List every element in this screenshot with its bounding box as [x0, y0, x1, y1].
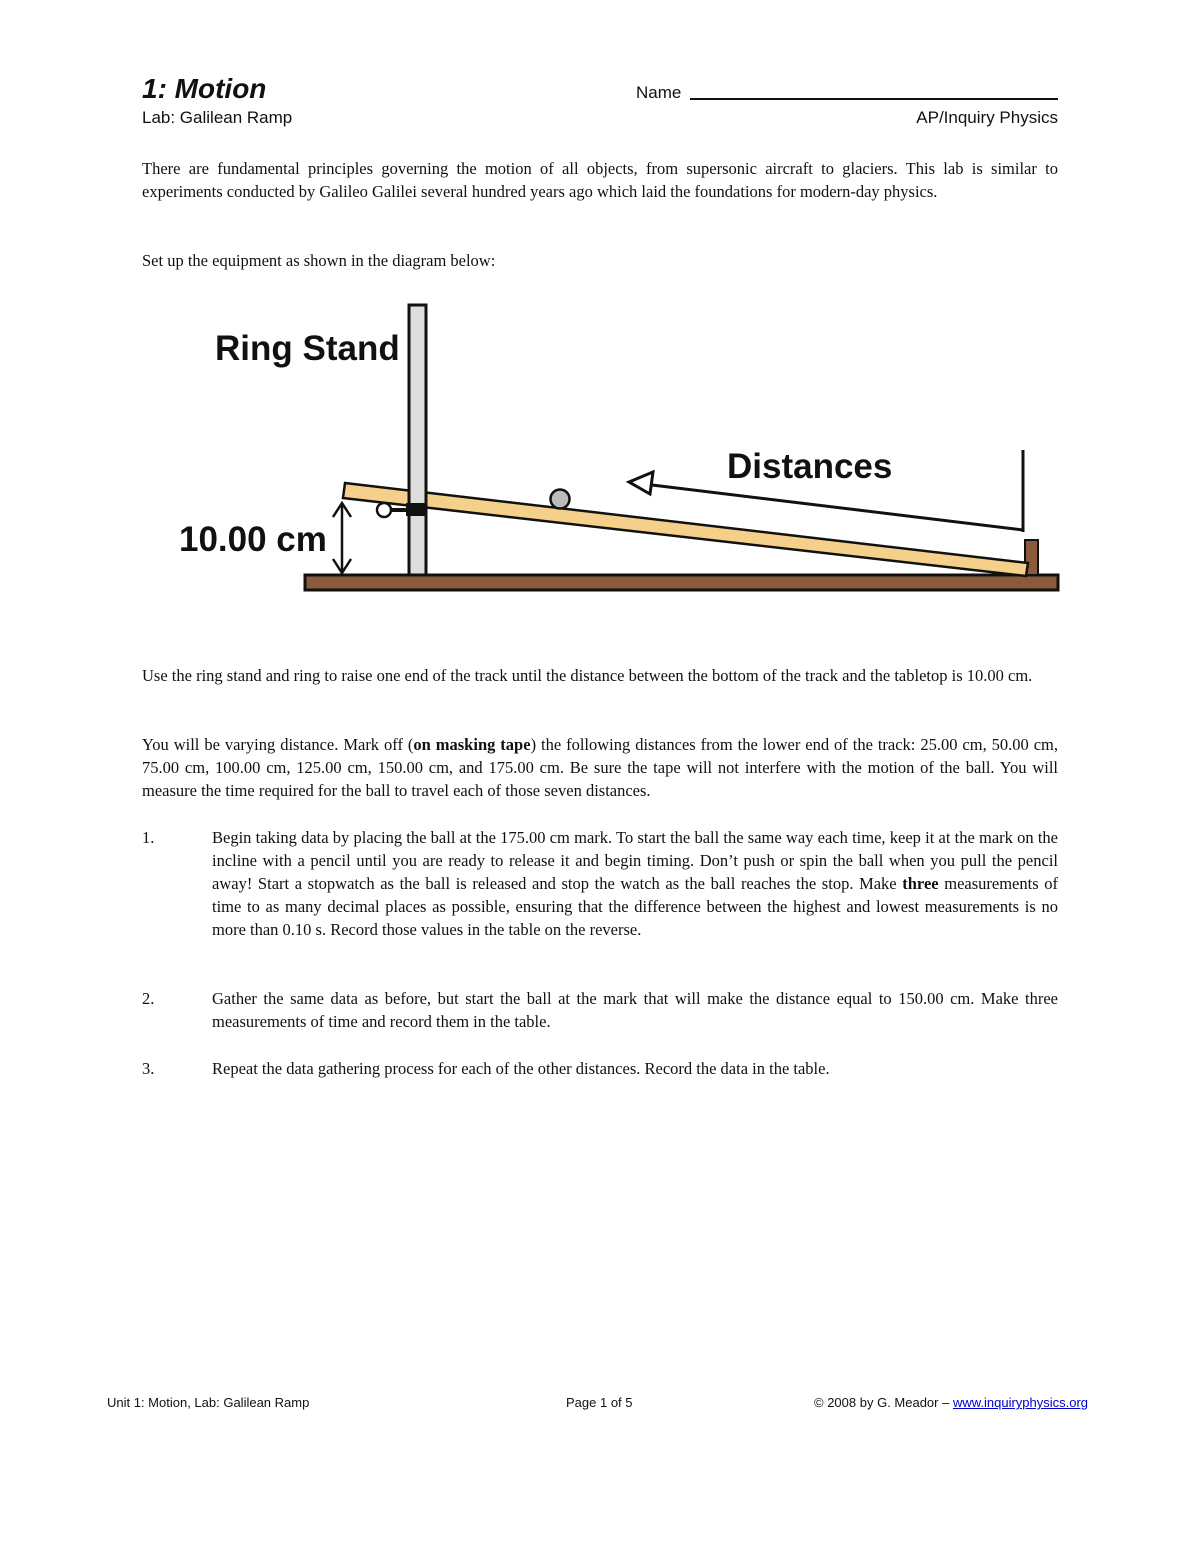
- vary-text-before: You will be varying distance. Mark off (: [142, 735, 414, 754]
- course-name: AP/Inquiry Physics: [916, 108, 1058, 127]
- step-3: [142, 1057, 1058, 1082]
- masking-tape-emphasis: on masking tape: [413, 735, 531, 754]
- step-text: [212, 826, 1058, 941]
- step-2: [142, 987, 1058, 1037]
- ball: [551, 490, 570, 509]
- vary-distance-instruction: [142, 733, 1058, 802]
- step-number: 2.: [142, 989, 155, 1008]
- three-emphasis: three: [902, 874, 939, 893]
- step-number: 3.: [142, 1059, 155, 1078]
- ring-stand-rod: [409, 305, 426, 575]
- step-text: Gather the same data as before, but start the ball at the mark that will make the distance equal to 150.00 cm. Make three measurements of time and record them in the table.: [212, 989, 1058, 1031]
- intro-paragraph: There are fundamental principles governing the motion of all objects, from supersonic aircraft to glaciers. This lab is similar to experiments conducted by Galileo Galilei several hundred years ago which laid the foundations for modern-day physics.: [142, 159, 1058, 201]
- footer-page-number: Page 1 of 5: [566, 1395, 633, 1410]
- tabletop-base: [305, 575, 1058, 590]
- copyright-text: © 2008 by G. Meador –: [814, 1395, 953, 1410]
- galilean-ramp-diagram: [170, 295, 1070, 605]
- step-1: [142, 826, 1058, 966]
- page-title: 1: Motion: [142, 73, 267, 104]
- lab-subtitle: Lab: Galilean Ramp: [142, 108, 293, 127]
- height-label: 10.00 cm: [179, 520, 327, 559]
- setup-instruction: Set up the equipment as shown in the diagram below:: [142, 251, 496, 270]
- footer-copyright: [814, 1395, 1088, 1411]
- website-link[interactable]: www.inquiryphysics.org: [952, 1395, 1089, 1410]
- name-field[interactable]: [636, 83, 1058, 103]
- step-text-after: measurements of time to as many decimal places as possible, ensuring that the difference between the highest and lowest measurements is no more than 0.10 s. Record those values in the table on the reverse.: [212, 874, 1058, 939]
- name-label: Name: [636, 83, 682, 102]
- clamp-ring: [377, 503, 391, 517]
- step-number: 1.: [142, 828, 155, 847]
- distances-arrow: [652, 485, 1023, 530]
- vary-text-after: ) the following distances from the lower end of the track: 25.00 cm, 50.00 cm, 75.00 cm, 100.00 cm, 125.00 cm, 150.00 cm, and 175.00 cm. Be sure the tape will not interfere with the motion of the ball. You will measure the time required for the ball to travel each of those seven distances.: [142, 735, 1058, 800]
- raise-track-instruction: Use the ring stand and ring to raise one end of the track until the distance between the bottom of the track and the tabletop is 10.00 cm.: [142, 666, 1033, 685]
- inclined-track: [343, 483, 1028, 576]
- step-text-before: Begin taking data by placing the ball at the 175.00 cm mark. To start the ball the same way each time, keep it at the mark on the incline with a pencil until you are ready to release it and begin timing. Don’t push or spin the ball when you pull the pencil away! Start a stopwatch as the ball is released and stop the watch as the ball reaches the stop. Make: [212, 828, 1058, 893]
- step-text: Repeat the data gathering process for each of the other distances. Record the data in the table.: [212, 1059, 830, 1078]
- footer-unit: Unit 1: Motion, Lab: Galilean Ramp: [107, 1395, 310, 1410]
- ring-stand-label: Ring Stand: [215, 329, 400, 368]
- clamp-block: [406, 503, 427, 516]
- distances-arrow-head: [629, 472, 653, 494]
- name-blank-line[interactable]: [690, 98, 1058, 100]
- distances-label: Distances: [727, 447, 893, 486]
